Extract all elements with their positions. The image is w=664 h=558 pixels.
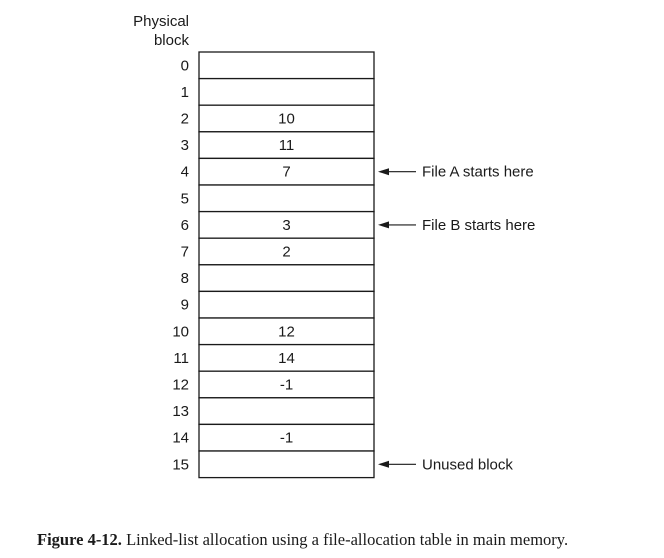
block-index: 3 bbox=[180, 137, 189, 155]
cell-value: 10 bbox=[278, 110, 295, 128]
cell-value: -1 bbox=[279, 429, 294, 447]
annotation-text: File B starts here bbox=[422, 216, 536, 234]
table-row bbox=[181, 185, 374, 212]
block-index: 4 bbox=[180, 163, 189, 181]
table-row bbox=[172, 398, 374, 425]
block-index: 12 bbox=[172, 376, 189, 394]
table-row bbox=[172, 318, 374, 345]
block-index: 8 bbox=[180, 270, 189, 288]
table-row bbox=[181, 265, 374, 292]
table-row bbox=[181, 52, 374, 79]
block-index: 1 bbox=[180, 83, 189, 101]
table-cell bbox=[199, 185, 374, 212]
header-line: Physical bbox=[133, 13, 189, 30]
cell-value: 12 bbox=[278, 323, 295, 341]
block-index: 13 bbox=[172, 403, 189, 421]
block-index: 2 bbox=[180, 110, 189, 128]
caption-text: Linked-list allocation using a file-allocation table in main memory. bbox=[126, 530, 569, 549]
block-index: 0 bbox=[180, 57, 189, 75]
figure-caption bbox=[37, 530, 657, 550]
block-index: 14 bbox=[172, 429, 189, 447]
table-row bbox=[173, 345, 374, 372]
cell-value: 2 bbox=[282, 243, 291, 261]
table-row bbox=[181, 79, 374, 106]
caption-label: Figure 4-12. bbox=[37, 530, 122, 549]
table-row bbox=[181, 158, 374, 185]
table-cell bbox=[199, 451, 374, 478]
cell-value: 3 bbox=[282, 216, 291, 234]
table-row bbox=[181, 212, 374, 239]
table-cell bbox=[199, 398, 374, 425]
arrow-head-icon bbox=[378, 168, 389, 175]
cell-value: -1 bbox=[279, 376, 294, 394]
block-index: 11 bbox=[173, 349, 189, 367]
table-cell bbox=[199, 265, 374, 292]
fat-table bbox=[172, 52, 374, 478]
table-row bbox=[181, 291, 374, 318]
block-index: 7 bbox=[180, 243, 189, 261]
table-cell bbox=[199, 79, 374, 106]
table-row bbox=[172, 371, 374, 398]
annotation-text: Unused block bbox=[422, 456, 513, 474]
cell-value: 7 bbox=[282, 163, 291, 181]
annotation bbox=[378, 217, 535, 234]
table-row bbox=[172, 451, 374, 478]
block-index: 9 bbox=[180, 296, 189, 314]
arrow-head-icon bbox=[378, 461, 389, 468]
arrow-head-icon bbox=[378, 221, 389, 228]
annotations bbox=[378, 164, 535, 474]
block-index: 10 bbox=[172, 323, 189, 341]
header-line: block bbox=[153, 32, 189, 49]
block-index: 6 bbox=[180, 216, 189, 234]
table-row bbox=[181, 238, 374, 265]
block-index: 15 bbox=[172, 456, 189, 474]
table-cell bbox=[199, 291, 374, 318]
table-row bbox=[172, 424, 374, 451]
table-cell bbox=[199, 52, 374, 79]
cell-value: 11 bbox=[278, 137, 295, 155]
column-header bbox=[133, 13, 189, 49]
table-row bbox=[181, 105, 374, 132]
table-row bbox=[181, 132, 374, 159]
annotation bbox=[378, 456, 513, 473]
annotation-text: File A starts here bbox=[422, 163, 534, 181]
cell-value: 14 bbox=[278, 349, 295, 367]
annotation bbox=[378, 164, 534, 181]
block-index: 5 bbox=[180, 190, 189, 208]
